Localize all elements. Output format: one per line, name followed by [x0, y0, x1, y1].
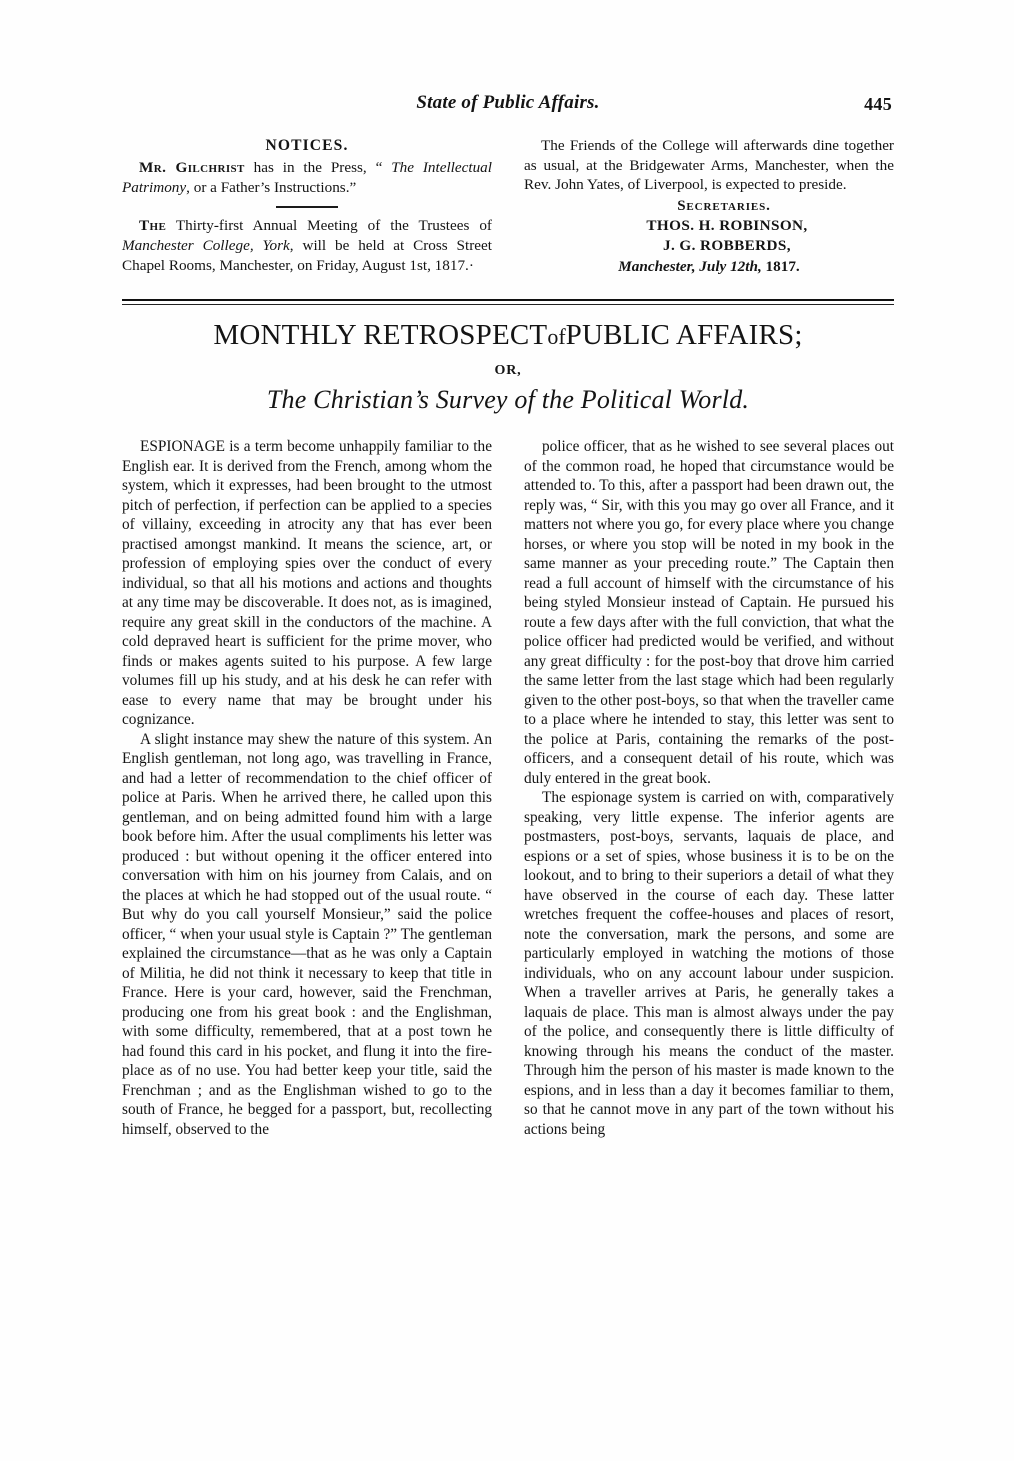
rule-thin: [122, 304, 894, 305]
article-masthead: [122, 319, 894, 415]
article-title-or: OR,: [494, 363, 522, 379]
running-head: [122, 88, 894, 122]
notice-item-meeting: [122, 216, 492, 275]
notice-lead-meeting: The: [139, 217, 167, 235]
article-left-column: [122, 437, 492, 1139]
page-number: 445: [864, 94, 892, 114]
notice-lead-gilchrist: Mr. Gilchrist: [139, 159, 245, 177]
article-body: [122, 437, 894, 1139]
article-subtitle: The Christian’s Survey of the Political World.: [266, 385, 750, 415]
secretary-name-1: THOS. H. ROBINSON,: [646, 217, 808, 235]
article-title-of: of: [547, 324, 566, 350]
notice-gilchrist-text-b: , or a Father’s Instructions.”: [186, 178, 357, 196]
page-content: [122, 88, 894, 1139]
notices-right-column: [524, 136, 894, 277]
notice-item-gilchrist: [122, 158, 492, 197]
secretaries-signature-block: [524, 197, 894, 277]
signature-place-date: [524, 257, 894, 277]
article-paragraph: ESPIONAGE is a term become unhappily familiar to the English ear. It is derived from the French, among whom the system, which it expresses, had been brought to the utmost pitch of perfection, if perfection can be applied to a species of villainy, exceeding in atrocity any that has ever been practised amongst mankind. It means the science, art, or profession of employing spies over the conduct of every individual, so that all his motions and actions and thoughts at any time may be discoverable. It does not, as is imagined, require any great skill in the conductors of the machine. A cold depraved heart is sufficient for the prime mover, who finds or makes agents suited to his purpose. A few large volumes fill up his study, and at his desk he can refer with ease to every name that may be brought under his cognizance.: [122, 438, 492, 729]
notices-section: [122, 136, 894, 277]
article-paragraph: The espionage system is carried on with, comparatively speaking, very little expense. The inferior agents are postmasters, post-boys, servants, laquais de place, and espions or a set of spies, whose business it is to be on the lookout, and to bring to their superiors a detail of what they have observed in the course of each day. These latter wretches frequent the coffee-houses and places of resort, note the conversation, mark the persons, and some are particularly employed in watching the motions of those individuals, who on any account labour under suspicion. When a traveller arrives at Paris, he generally takes a laquais de place. This man is almost always under the pay of the police, and consequently there is little difficulty of knowing through his means the conduct of the master. Through him the person of his master is made known to the espions, and in less than a day it becomes familiar to them, so that he cannot move in any part of the town without his actions being: [524, 789, 894, 1138]
notice-meeting-text-b: , will be held at Cross Street Chapel Rooms, Manchester, on Friday, August 1st, 1817.·: [122, 236, 492, 274]
notice-dinner-paragraph: The Friends of the College will afterwards dine together as usual, at the Bridgewater Arms, Manchester, when the Rev. John Yates, of Liverpool, is expected to preside.: [524, 137, 894, 194]
running-head-title: State of Public Affairs.: [416, 92, 600, 113]
article-title-part1: MONTHLY RETROSPECT: [213, 319, 548, 352]
article-right-column: [524, 437, 894, 1139]
secretaries-heading: Secretaries.: [677, 197, 771, 214]
article-title-part2: PUBLIC AFFAIRS;: [565, 319, 803, 352]
article-paragraph: police officer, that as he wished to see several places out of the common road, he hoped that circumstance would be attended to. To this, after a passport had been drawn out, the reply was, “ Sir, with this you may go over all France, and it matters not where you go, for every place where you change horses, or where you stop will be noted in my book in the same manner as your preceding route.” The Captain then read a full account of himself with the circumstance of his being styled Monsieur instead of Captain. He pursued his route a few days after with the full conviction, that what the police officer had predicted would be verified, and without any great difficulty : for the post-boy that drove him carried the same letter from the last stage which had been regularly given to the other post-boys, so that when the traveller came to a place where he intended to stay, this letter was sent to the police at Paris, containing the remarks of the post-officers, and a consequent detail of his route, which was duly entered in the great book.: [524, 438, 894, 787]
article-title: [122, 319, 894, 352]
notice-meeting-text-a: Thirty-first Annual Meeting of the Trustees of: [166, 217, 492, 235]
notice-gilchrist-text-a: has in the Press, “: [244, 159, 392, 177]
secretary-name-2: J. G. ROBBERDS,: [663, 237, 791, 255]
notice-divider-rule: [276, 206, 338, 208]
notice-gilchrist-title: The Intellectual Patrimony: [122, 159, 492, 196]
notices-heading: NOTICES.: [265, 137, 349, 154]
signature-year: 1817.: [761, 257, 800, 275]
notice-meeting-college: Manchester College, York: [122, 236, 290, 254]
section-divider-double-rule: [122, 299, 894, 306]
article-paragraph: A slight instance may shew the nature of this system. An English gentleman, not long ago, was travelling in France, and had a letter of recommendation to the chief officer of police at Paris. When he arrived there, he called upon this gentleman, and on being admitted found him with a large book before him. After the usual compliments his letter was produced : but without opening it the officer entered into conversation with him on his journey from Calais, and on the places at which he had stopped out of the usual route. “ But why do you call yourself Monsieur,” said the police officer, “ when your usual style is Captain ?” The gentleman explained the circumstance—that as he was only a Captain of Militia, he did not think it necessary to keep that title in France. Here is your card, however, said the Frenchman, producing one from his great book : and the Englishman, with some difficulty, remembered, that at a post town he had found this card in his pocket, and flung it into the fire-place as of no use. You had better keep your title, said the Frenchman ; and as the Englishman wished to go to the south of France, he begged for a passport, but, recollecting himself, observed to the: [122, 730, 492, 1138]
notices-left-column: [122, 136, 492, 277]
signature-place: Manchester, July 12th,: [618, 257, 762, 275]
